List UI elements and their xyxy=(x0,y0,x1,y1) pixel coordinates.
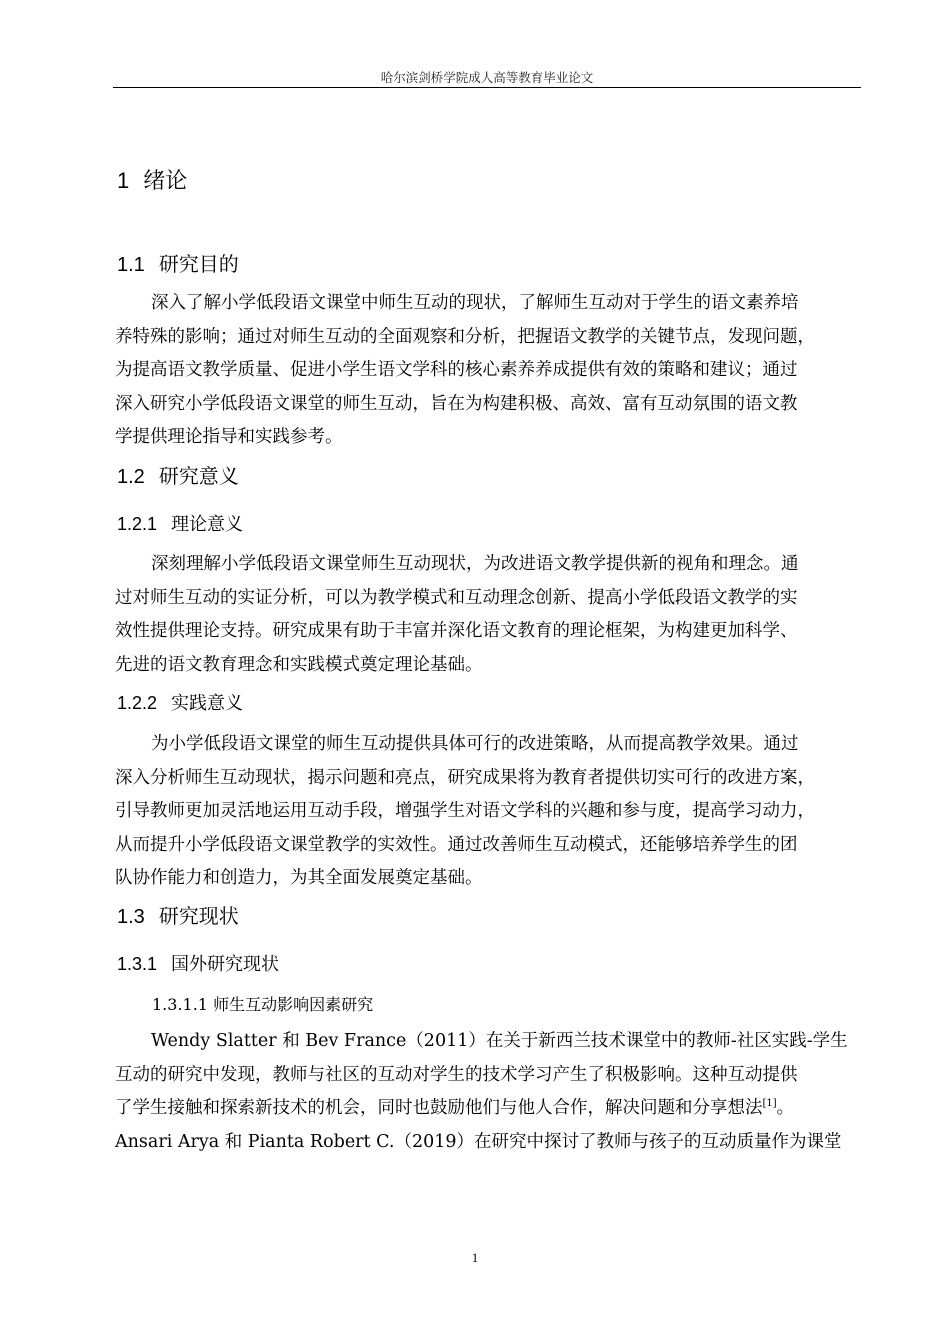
text-line: 队协作能力和创造力，为其全面发展奠定基础。 xyxy=(115,868,483,888)
text-line: 深入分析师生互动现状，揭示问题和亮点，研究成果将为教育者提供切实可行的改进方案， xyxy=(115,767,815,788)
text-line: 引导教师更加灵活地运用互动手段，增强学生对语文学科的兴趣和参与度，提高学习动力， xyxy=(115,801,815,821)
chapter-number: 1 xyxy=(117,168,130,193)
subsection-title: 国外研究现状 xyxy=(171,954,280,975)
paragraph-foreign-research xyxy=(115,1025,863,1159)
text-line: 为小学低段语文课堂的师生互动提供具体可行的改进策略，从而提高教学效果。通过 xyxy=(151,734,799,754)
text-line: 互动的研究中发现，教师与社区的互动对学生的技术学习产生了积极影响。这种互动提供 xyxy=(115,1064,798,1085)
paragraph-practical-significance xyxy=(115,728,863,896)
text-line-content: 了学生接触和探索新技术的机会，同时也鼓励他们与他人合作，解决问题和分享想法 xyxy=(115,1098,763,1118)
text-line: 深入了解小学低段语文课堂中师生互动的现状，了解师生互动对于学生的语文素养培 xyxy=(151,293,799,313)
subsection-title: 理论意义 xyxy=(171,514,244,535)
subsection-heading-1-2-1 xyxy=(117,510,243,536)
text-line: 过对师生互动的实证分析，可以为教学模式和互动理念创新、提高小学低段语文教学的实 xyxy=(115,587,798,608)
page-number: 1 xyxy=(471,1251,479,1265)
subsection-heading-1-3-1 xyxy=(117,950,279,976)
text-line: Ansari Arya 和 Pianta Robert C.（2019）在研究中探讨了教师与孩子的互动质量作为课堂 xyxy=(115,1131,842,1152)
subsection-number: 1.2.2 xyxy=(117,693,158,713)
section-number: 1.1 xyxy=(117,254,145,276)
section-title: 研究意义 xyxy=(158,464,239,488)
text-line: Wendy Slatter 和 Bev France（2011）在关于新西兰技术课堂中的教师-社区实践-学生 xyxy=(151,1031,848,1051)
text-line: 从而提升小学低段语文课堂教学的实效性。通过改善师生互动模式，还能够培养学生的团 xyxy=(115,834,798,855)
subsection-number: 1.3.1 xyxy=(117,954,158,974)
section-number: 1.3 xyxy=(117,906,145,928)
subsection-heading-1-2-2 xyxy=(117,689,243,715)
chapter-heading xyxy=(117,164,187,195)
subsection-number: 1.2.1 xyxy=(117,514,158,534)
text-line: 深入研究小学低段语文课堂的师生互动，旨在为构建积极、高效、富有互动氛围的语文教 xyxy=(115,393,798,414)
text-line: 深刻理解小学低段语文课堂师生互动现状，为改进语文教学提供新的视角和理念。通 xyxy=(151,554,799,574)
section-heading-1-3 xyxy=(117,900,239,929)
text-line: 先进的语文教育理念和实践模式奠定理论基础。 xyxy=(115,654,483,675)
text-line: 学提供理论指导和实践参考。 xyxy=(115,427,343,447)
text-line: 为提高语文教学质量、促进小学生语文学科的核心素养养成提供有效的策略和建议；通过 xyxy=(115,360,798,380)
section-title: 研究现状 xyxy=(158,904,239,928)
subsubsection-heading-1-3-1-1: 1.3.1.1 师生互动影响因素研究 xyxy=(152,995,374,1014)
section-number: 1.2 xyxy=(117,466,145,488)
subsection-title: 实践意义 xyxy=(171,693,244,714)
section-title: 研究目的 xyxy=(158,252,239,276)
section-heading-1-1 xyxy=(117,248,239,277)
text-line: 效性提供理论支持。研究成果有助于丰富并深化语文教育的理论框架，为构建更加科学、 xyxy=(115,621,798,641)
section-heading-1-2 xyxy=(117,460,239,489)
citation-ref[interactable]: [1] xyxy=(762,1098,777,1109)
text-line: 养特殊的影响；通过对师生互动的全面观察和分析，把握语文教学的关键节点，发现问题， xyxy=(115,326,815,347)
paragraph-theoretical-significance xyxy=(115,548,863,682)
chapter-title: 绪论 xyxy=(143,169,188,194)
sentence-end: 。 xyxy=(776,1098,795,1118)
header-rule xyxy=(113,87,861,88)
running-header: 哈尔滨剑桥学院成人高等教育毕业论文 xyxy=(380,70,594,85)
text-line xyxy=(115,1092,863,1126)
paragraph-research-purpose xyxy=(115,287,863,455)
